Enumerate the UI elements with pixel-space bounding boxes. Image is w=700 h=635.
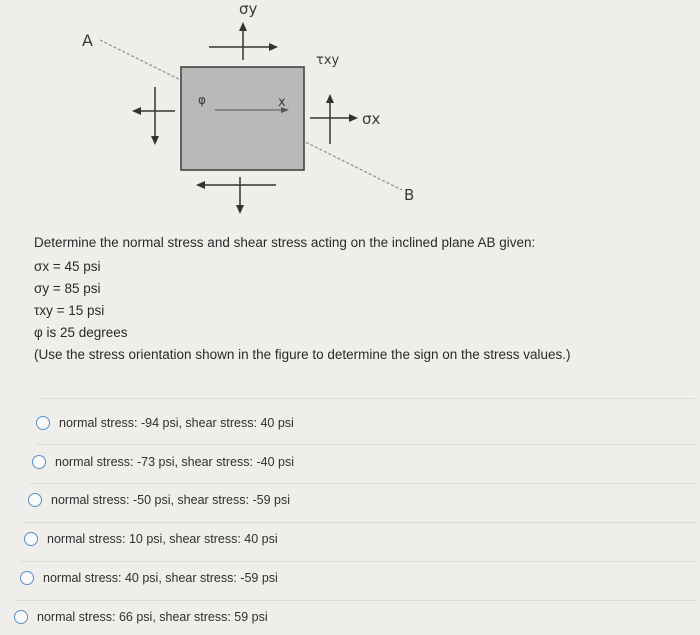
- sigma-y-top-arrowhead: [239, 22, 247, 31]
- tau-bottom-arrowhead: [196, 181, 205, 189]
- stress-element-figure: [0, 0, 700, 215]
- x-label: x: [278, 95, 286, 110]
- radio-button[interactable]: [28, 493, 42, 507]
- given-sigma-x: σx = 45 psi: [34, 259, 101, 274]
- given-phi: φ is 25 degrees: [34, 325, 128, 340]
- sigma-x-left-arrowhead: [132, 107, 141, 115]
- option-label: normal stress: 10 psi, shear stress: 40 psi: [47, 532, 278, 546]
- label-a: A: [82, 31, 93, 50]
- radio-button[interactable]: [20, 571, 34, 585]
- sigma-y-label: σy: [239, 0, 258, 18]
- option-2[interactable]: [32, 445, 294, 479]
- question-prompt: Determine the normal stress and shear stress acting on the inclined plane AB given:: [34, 235, 536, 250]
- option-label: normal stress: -50 psi, shear stress: -59 psi: [51, 493, 290, 507]
- option-label: normal stress: 40 psi, shear stress: -59 psi: [43, 571, 278, 585]
- option-divider: [40, 398, 695, 399]
- option-label: normal stress: -94 psi, shear stress: 40 psi: [59, 416, 294, 430]
- given-tau-xy: τxy = 15 psi: [34, 303, 105, 318]
- option-3[interactable]: [28, 483, 290, 517]
- question-block: [34, 232, 694, 366]
- question-note: (Use the stress orientation shown in the figure to determine the sign on the stress values.): [34, 347, 571, 362]
- tau-top-arrowhead: [269, 43, 278, 51]
- option-5[interactable]: [20, 561, 278, 595]
- tau-left-arrowhead: [151, 136, 159, 145]
- option-6[interactable]: [14, 600, 268, 634]
- tau-xy-label: τxy: [316, 53, 340, 68]
- option-label: normal stress: 66 psi, shear stress: 59 psi: [37, 610, 268, 624]
- radio-button[interactable]: [32, 455, 46, 469]
- radio-button[interactable]: [14, 610, 28, 624]
- phi-label: φ: [198, 93, 206, 107]
- option-4[interactable]: [24, 522, 278, 556]
- sigma-y-bottom-arrowhead: [236, 205, 244, 214]
- tau-right-arrowhead: [326, 94, 334, 103]
- sigma-x-label: σx: [362, 110, 381, 128]
- radio-button[interactable]: [36, 416, 50, 430]
- given-sigma-y: σy = 85 psi: [34, 281, 101, 296]
- stress-element-square: [181, 67, 304, 170]
- label-b: B: [404, 186, 415, 204]
- option-1[interactable]: [36, 406, 294, 440]
- sigma-x-right-arrowhead: [349, 114, 358, 122]
- radio-button[interactable]: [24, 532, 38, 546]
- option-label: normal stress: -73 psi, shear stress: -40 psi: [55, 455, 294, 469]
